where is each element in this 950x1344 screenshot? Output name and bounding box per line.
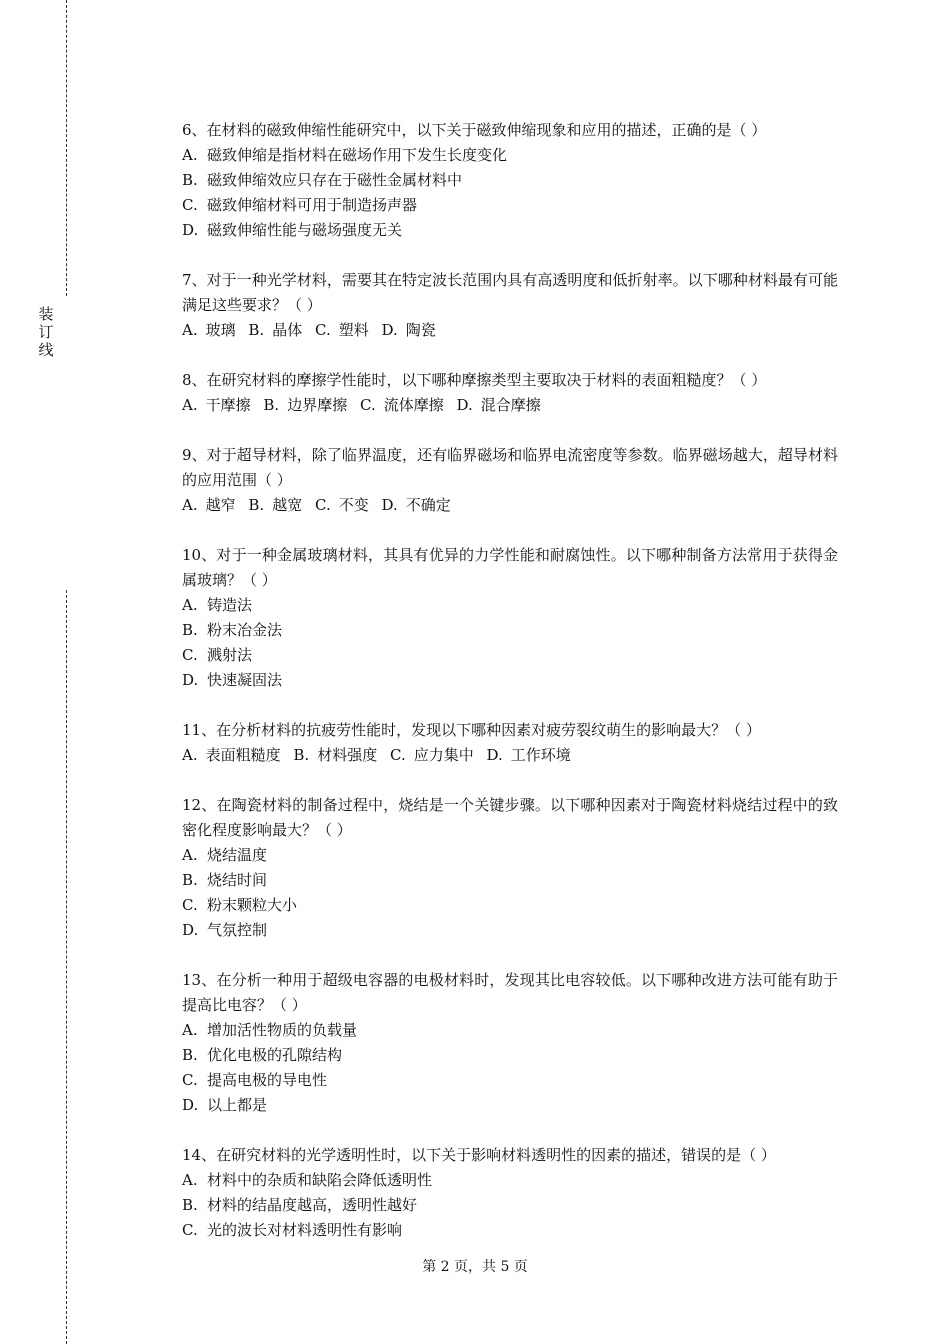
option-d: D. 陶瓷 xyxy=(381,321,436,339)
option-c: C. 不变 xyxy=(315,496,369,514)
options-inline xyxy=(182,493,838,518)
option-c: C. 塑料 xyxy=(315,321,369,339)
option-a: A. 越窄 xyxy=(182,496,236,514)
question-13 xyxy=(182,968,838,1118)
binding-line-bottom xyxy=(66,590,67,1344)
option-c: C. 流体摩擦 xyxy=(360,396,444,414)
option-b: B. 材料强度 xyxy=(293,746,378,764)
question-list xyxy=(182,118,838,1268)
option-c: C. 应力集中 xyxy=(390,746,474,764)
option-a: A. 磁致伸缩是指材料在磁场作用下发生长度变化 xyxy=(182,146,508,164)
question-12 xyxy=(182,793,838,943)
question-6 xyxy=(182,118,838,243)
question-stem: 6、在材料的磁致伸缩性能研究中，以下关于磁致伸缩现象和应用的描述，正确的是（ ） xyxy=(182,121,767,139)
option-c: C. 溅射法 xyxy=(182,646,253,664)
question-7 xyxy=(182,268,838,343)
page-footer: 第 2 页，共 5 页 xyxy=(422,1259,528,1275)
option-d: D. 混合摩擦 xyxy=(456,396,541,414)
option-d: D. 气氛控制 xyxy=(182,921,268,939)
binding-line-top xyxy=(66,0,67,296)
question-9 xyxy=(182,443,838,518)
option-d: D. 不确定 xyxy=(381,496,451,514)
option-a: A. 材料中的杂质和缺陷会降低透明性 xyxy=(182,1171,433,1189)
question-8 xyxy=(182,368,838,418)
option-b: B. 磁致伸缩效应只存在于磁性金属材料中 xyxy=(182,171,463,189)
option-a: A. 铸造法 xyxy=(182,596,253,614)
option-a: A. 增加活性物质的负载量 xyxy=(182,1021,358,1039)
option-a: A. 表面粗糙度 xyxy=(182,746,281,764)
option-b: B. 材料的结晶度越高，透明性越好 xyxy=(182,1196,418,1214)
question-stem: 7、对于一种光学材料，需要其在特定波长范围内具有高透明度和低折射率。以下哪种材料最有可能满足这些要求？（ ） xyxy=(182,271,838,314)
option-c: C. 光的波长对材料透明性有影响 xyxy=(182,1221,403,1239)
option-a: A. 干摩擦 xyxy=(182,396,251,414)
binding-char: 订 xyxy=(38,323,54,341)
question-stem: 8、在研究材料的摩擦学性能时，以下哪种摩擦类型主要取决于材料的表面粗糙度？（ ） xyxy=(182,371,767,389)
binding-char: 线 xyxy=(38,341,54,359)
question-10 xyxy=(182,543,838,693)
option-d: D. 以上都是 xyxy=(182,1096,268,1114)
option-b: B. 越宽 xyxy=(248,496,303,514)
question-stem: 14、在研究材料的光学透明性时，以下关于影响材料透明性的因素的描述，错误的是（ ） xyxy=(182,1146,776,1164)
option-c: C. 提高电极的导电性 xyxy=(182,1071,328,1089)
question-stem: 10、对于一种金属玻璃材料，其具有优异的力学性能和耐腐蚀性。以下哪种制备方法常用于获得金属玻璃？（ ） xyxy=(182,546,838,589)
option-b: B. 优化电极的孔隙结构 xyxy=(182,1046,343,1064)
option-b: B. 烧结时间 xyxy=(182,871,268,889)
options-inline xyxy=(182,318,838,343)
options-inline xyxy=(182,393,838,418)
option-d: D. 磁致伸缩性能与磁场强度无关 xyxy=(182,221,403,239)
option-c: C. 磁致伸缩材料可用于制造扬声器 xyxy=(182,196,418,214)
binding-label xyxy=(37,305,55,359)
option-d: D. 快速凝固法 xyxy=(182,671,283,689)
question-stem: 9、对于超导材料，除了临界温度，还有临界磁场和临界电流密度等参数。临界磁场越大，超导材料的应用范围（ ） xyxy=(182,446,838,489)
option-b: B. 晶体 xyxy=(248,321,303,339)
option-d: D. 工作环境 xyxy=(486,746,571,764)
question-11 xyxy=(182,718,838,768)
question-stem: 11、在分析材料的抗疲劳性能时，发现以下哪种因素对疲劳裂纹萌生的影响最大？（ ） xyxy=(182,721,761,739)
question-stem: 13、在分析一种用于超级电容器的电极材料时，发现其比电容较低。以下哪种改进方法可能有助于提高比电容？（ ） xyxy=(182,971,838,1014)
option-b: B. 粉末冶金法 xyxy=(182,621,283,639)
question-stem: 12、在陶瓷材料的制备过程中，烧结是一个关键步骤。以下哪种因素对于陶瓷材料烧结过程中的致密化程度影响最大？（ ） xyxy=(182,796,838,839)
option-c: C. 粉末颗粒大小 xyxy=(182,896,298,914)
options-inline xyxy=(182,743,838,768)
question-14 xyxy=(182,1143,838,1243)
option-a: A. 玻璃 xyxy=(182,321,236,339)
binding-char: 装 xyxy=(38,305,54,323)
option-a: A. 烧结温度 xyxy=(182,846,268,864)
option-b: B. 边界摩擦 xyxy=(263,396,348,414)
